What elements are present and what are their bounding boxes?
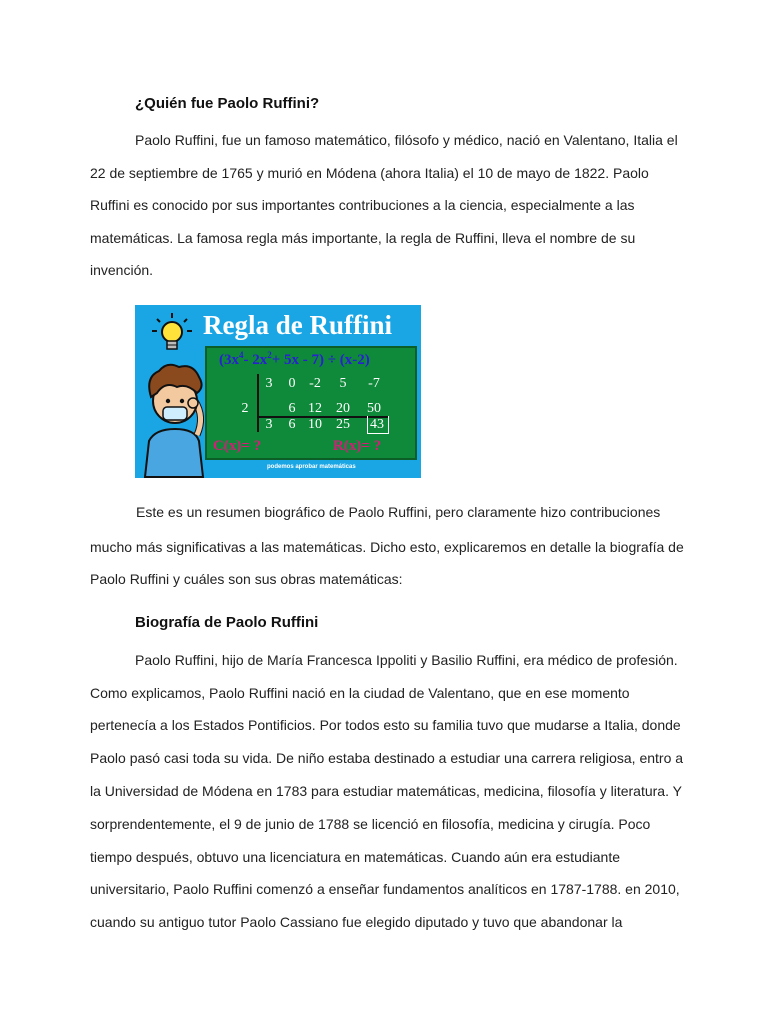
paragraph-line: mucho más significativas a las matemáticas. Dicho esto, explicaremos en detalle la biografía de — [90, 539, 684, 555]
paragraph-line: Este es un resumen biográfico de Paolo Ruffini, pero claramente hizo contribuciones — [136, 504, 661, 520]
student-illustration — [137, 357, 213, 478]
paragraph-line: Paolo pasó casi toda su vida. De niño estaba destinado a estudiar una carrera religiosa, entro a — [90, 750, 684, 766]
figure-footer: podemos aprobar matemáticas — [267, 464, 356, 470]
divisor-root: 2 — [241, 401, 249, 416]
paragraph-line: Paolo Ruffini, hijo de María Francesca Ippoliti y Basilio Ruffini, era médico de profesión. — [135, 652, 678, 668]
paragraph-line: Paolo Ruffini, fue un famoso matemático, filósofo y médico, nació en Valentano, Italia el — [135, 132, 678, 148]
product-value: 12 — [308, 401, 322, 416]
figure-title: Regla de Ruffini — [203, 310, 392, 340]
coefficient: 0 — [288, 376, 296, 391]
coefficient: -7 — [368, 376, 380, 391]
paragraph-line: Ruffini es conocido por sus importantes contribuciones a la ciencia, especialmente a las — [90, 197, 635, 213]
paragraph-line: universitario, Paolo Ruffini comenzó a enseñar fundamentos analíticos en 1787-1788. en 2010, — [90, 881, 680, 897]
lightbulb-icon — [149, 311, 195, 357]
paragraph-line: pertenecía a los Estados Pontificios. Por todos esto su familia tuvo que mudarse a Italia, donde — [90, 717, 681, 733]
coefficient: 3 — [265, 376, 273, 391]
paragraph-line: 22 de septiembre de 1765 y murió en Módena (ahora Italia) el 10 de mayo de 1822. Paolo — [90, 165, 649, 181]
result-value: 6 — [288, 417, 296, 432]
section-heading: ¿Quién fue Paolo Ruffini? — [135, 95, 320, 112]
remainder-value: 43 — [370, 417, 384, 432]
paragraph-line: Como explicamos, Paolo Ruffini nació en la ciudad de Valentano, que en ese momento — [90, 685, 630, 701]
coefficient-row — [207, 376, 415, 394]
paragraph-line: tiempo después, obtuvo una licenciatura en matemáticas. Cuando aún era estudiante — [90, 849, 621, 865]
division-equation: ($3x^4-$ $2x^2+ 5x - 7) \div (x-2)$ — [219, 350, 370, 368]
paragraph-line: Paolo Ruffini y cuáles son sus obras matemáticas: — [90, 571, 403, 587]
ruffini-rule-figure — [135, 305, 421, 478]
paragraph-line: sorprendentemente, el 9 de junio de 1788 se licenció en filosofía, medicina y cirugía. Poco — [90, 816, 651, 832]
product-value: 6 — [288, 401, 296, 416]
paragraph-line: cuando su antiguo tutor Paolo Cassiano fue elegido diputado y tuvo que abandonar la — [90, 914, 623, 930]
quotient-label: C(x)= ? — [213, 438, 262, 454]
section-heading: Biografía de Paolo Ruffini — [135, 614, 319, 631]
chalkboard — [205, 346, 417, 460]
paragraph-line: matemáticas. La famosa regla más importante, la regla de Ruffini, lleva el nombre de su — [90, 230, 636, 246]
result-value: 25 — [336, 417, 350, 432]
coefficient: -2 — [309, 376, 321, 391]
remainder-label: R(x)= ? — [333, 438, 382, 454]
product-value: 20 — [336, 401, 350, 416]
result-value: 3 — [265, 417, 273, 432]
result-row — [207, 417, 415, 435]
paragraph-line: la Universidad de Módena en 1783 para estudiar matemáticas, medicina, filosofía y literatura. Y — [90, 783, 682, 799]
result-value: 10 — [308, 417, 322, 432]
coefficient: 5 — [339, 376, 347, 391]
paragraph-line: invención. — [90, 262, 154, 278]
product-value: 50 — [367, 401, 381, 416]
